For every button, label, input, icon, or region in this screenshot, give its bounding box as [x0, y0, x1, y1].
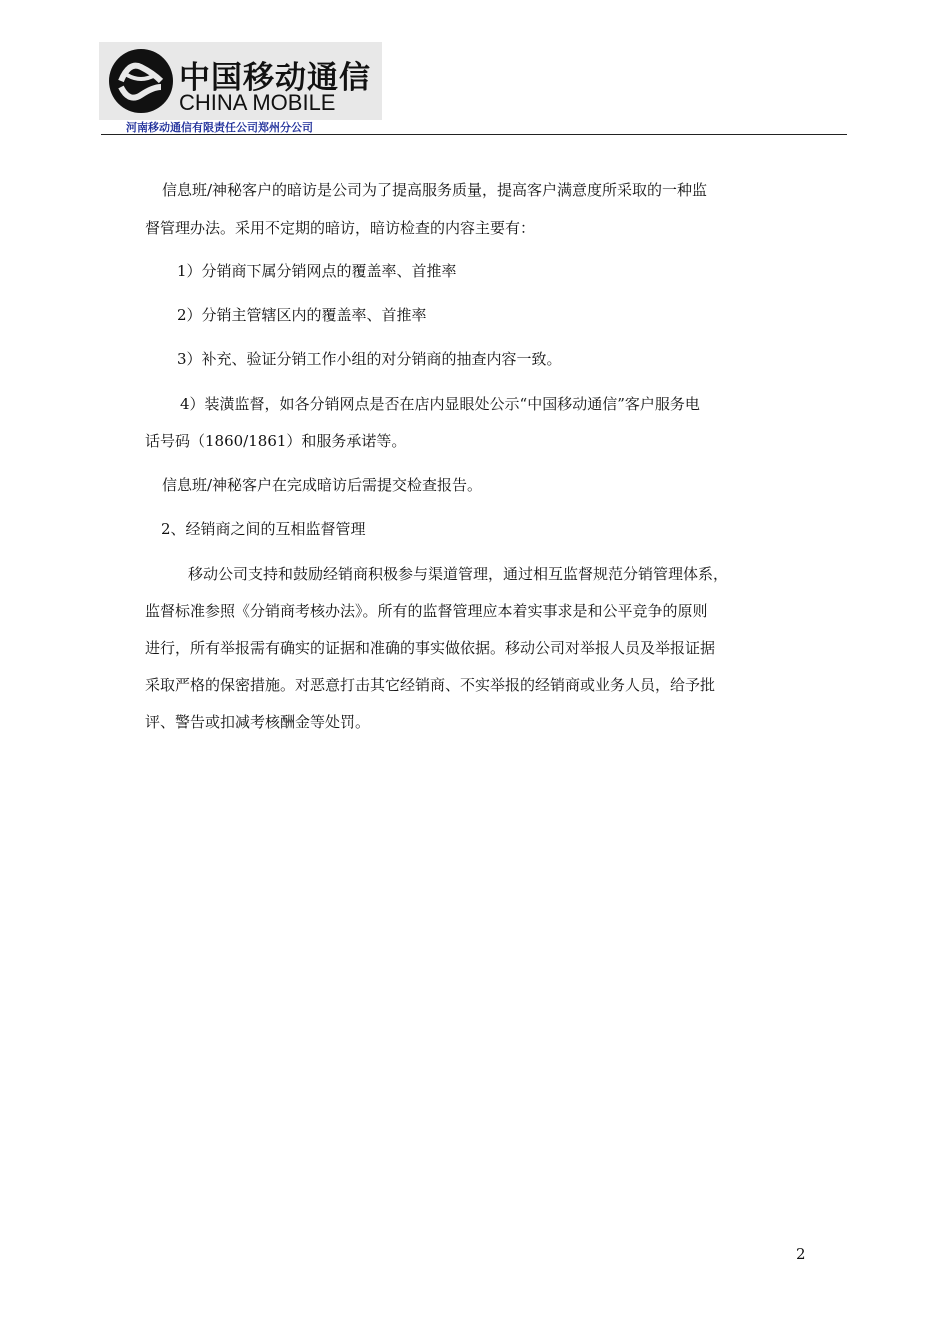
header-divider — [101, 134, 847, 135]
text-line: 督管理办法。采用不定期的暗访，暗访检查的内容主要有： — [145, 219, 536, 237]
text-line: 2）分销主管辖区内的覆盖率、首推率 — [177, 306, 427, 324]
paragraph-3-line-4 — [145, 671, 825, 700]
section-heading-2 — [145, 515, 825, 544]
list-item-4 — [145, 390, 825, 419]
list-item-1 — [145, 257, 825, 286]
text-line: 监督标准参照《分销商考核办法》。所有的监督管理应本着实事求是和公平竞争的原则 — [145, 602, 708, 620]
text-line: 采取严格的保密措施。对恶意打击其它经销商、不实举报的经销商或业务人员，给予批 — [145, 676, 716, 694]
logo-chinese-text: 中国移动通信 — [179, 60, 371, 96]
text-line: 话号码（1860/1861）和服务承诺等。 — [145, 432, 407, 450]
paragraph-1-cont — [145, 214, 825, 243]
text-line: 2、经销商之间的互相监督管理 — [161, 520, 366, 538]
company-logo — [99, 42, 382, 120]
list-item-4-cont — [145, 427, 825, 456]
page-number: 2 — [796, 1245, 806, 1263]
list-item-2 — [145, 301, 825, 330]
text-line: 1）分销商下属分销网点的覆盖率、首推率 — [177, 262, 457, 280]
text-line: 评、警告或扣减考核酬金等处罚。 — [145, 713, 371, 731]
paragraph-2 — [145, 471, 825, 500]
paragraph-3-line-2 — [145, 597, 825, 626]
paragraph-3-line-5 — [145, 708, 825, 737]
text-line: 信息班/神秘客户的暗访是公司为了提高服务质量，提高客户满意度所采取的一种监 — [162, 181, 708, 199]
text-line: 信息班/神秘客户在完成暗访后需提交检查报告。 — [162, 476, 483, 494]
company-subtitle: 河南移动通信有限责任公司郑州分公司 — [126, 121, 313, 134]
china-mobile-logo-icon — [107, 47, 175, 115]
paragraph-3 — [145, 560, 825, 589]
paragraph-1 — [145, 176, 825, 205]
text-line: 进行，所有举报需有确实的证据和准确的事实做依据。移动公司对举报人员及举报证据 — [145, 639, 716, 657]
text-line: 4）装潢监督，如各分销网点是否在店内显眼处公示“中国移动通信”客户服务电 — [180, 395, 700, 413]
paragraph-3-line-3 — [145, 634, 825, 663]
logo-english-text: CHINA MOBILE — [179, 90, 336, 115]
list-item-3 — [145, 345, 825, 374]
text-line: 3）补充、验证分销工作小组的对分销商的抽查内容一致。 — [177, 350, 562, 368]
text-line: 移动公司支持和鼓励经销商积极参与渠道管理，通过相互监督规范分销管理体系， — [188, 565, 729, 583]
